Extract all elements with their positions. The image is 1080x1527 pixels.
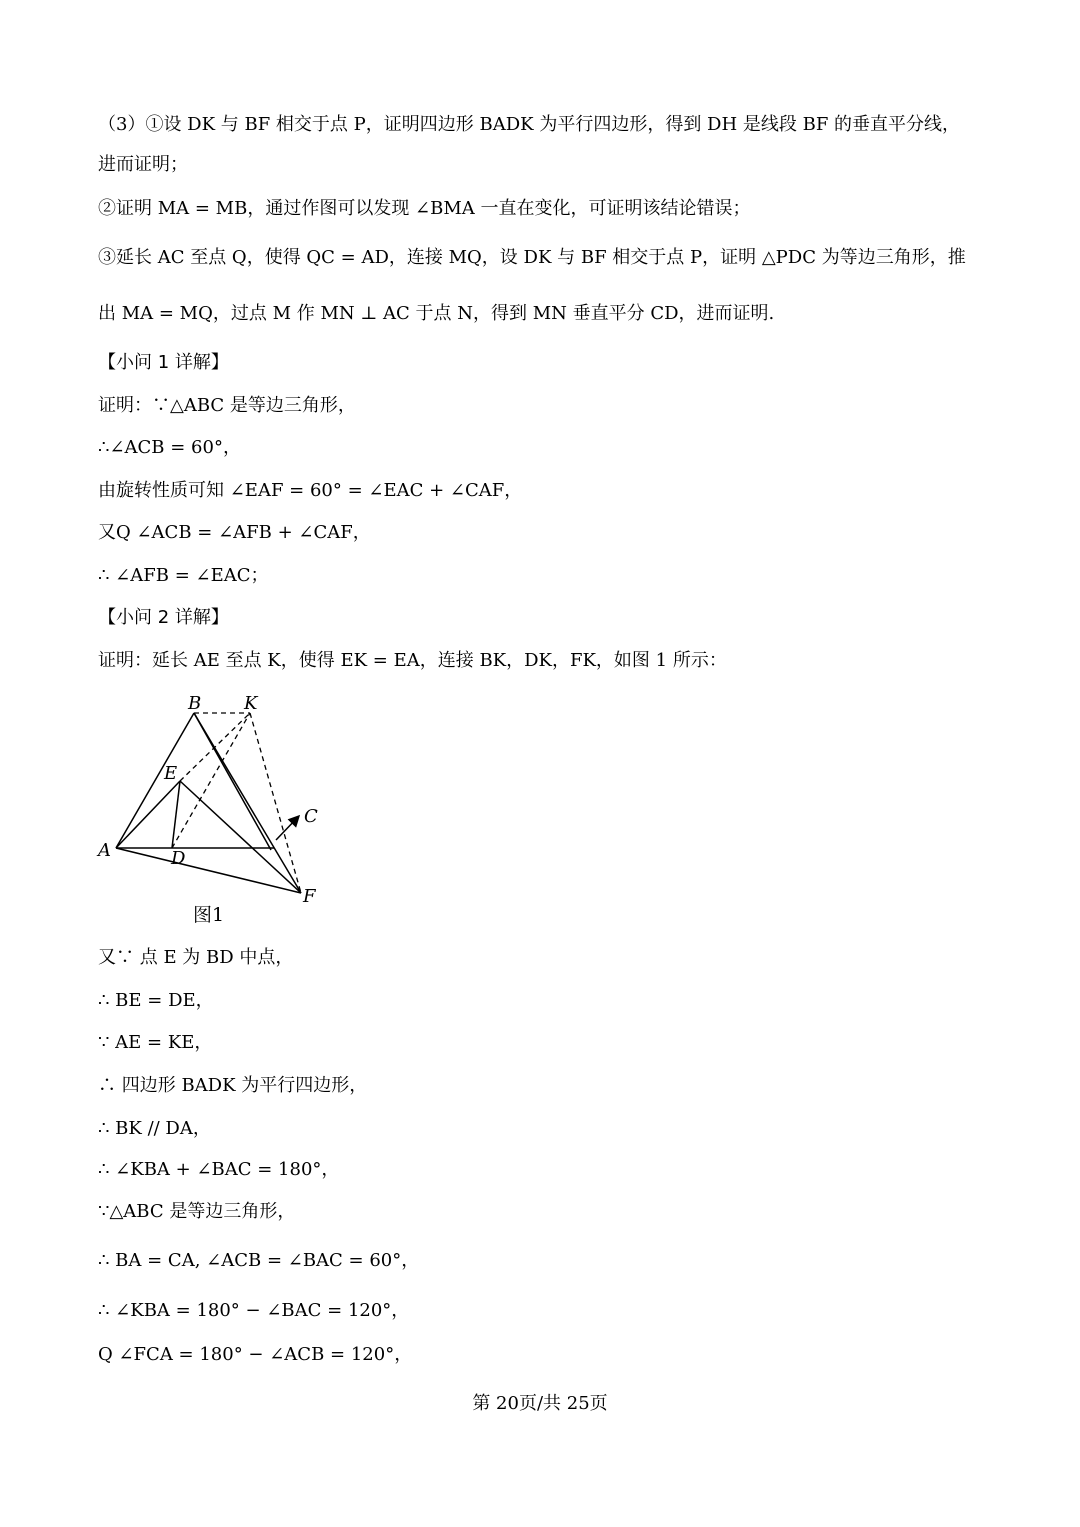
text-line: 出 MA = MQ，过点 M 作 MN ⊥ AC 于点 N，得到 MN 垂直平分 CD，进而证明. [98, 303, 775, 324]
text-line: ∵ AE = KE， [98, 1032, 213, 1053]
figure-caption: 图1 [193, 904, 225, 926]
section-heading: 【小问 1 详解】 [98, 352, 229, 373]
label-B: B [188, 693, 202, 714]
text-line: ∴ 四边形 BADK 为平行四边形， [98, 1075, 368, 1096]
text-line: ∴ BK // DA， [98, 1118, 211, 1139]
text-line: ∴∠ACB = 60°， [98, 437, 241, 458]
page-footer: 第 20页/共 25页 [472, 1393, 608, 1414]
label-C: C [304, 806, 318, 827]
text-line: 由旋转性质可知 ∠EAF = 60° = ∠EAC + ∠CAF， [98, 480, 523, 501]
text-line: 又Q ∠ACB = ∠AFB + ∠CAF， [98, 522, 371, 543]
text-line: ∵△ABC 是等边三角形， [98, 1201, 296, 1222]
label-D: D [171, 848, 186, 869]
text-line: ②证明 MA = MB，通过作图可以发现 ∠BMA 一直在变化，可证明该结论错误； [98, 198, 751, 219]
section-heading: 【小问 2 详解】 [98, 607, 229, 628]
text-line: ∴ ∠AFB = ∠EAC； [98, 565, 269, 586]
geometry-figure [96, 690, 336, 935]
text-line: ∴ ∠KBA + ∠BAC = 180°， [98, 1159, 340, 1180]
text-line: 进而证明； [98, 154, 188, 175]
label-K: K [244, 693, 258, 714]
text-line: Q ∠FCA = 180° − ∠ACB = 120°， [98, 1344, 413, 1365]
text-line: 证明：延长 AE 至点 K，使得 EK = EA，连接 BK，DK，FK，如图 1 所示： [98, 650, 727, 671]
text-line: ∴ ∠KBA = 180° − ∠BAC = 120°， [98, 1300, 410, 1321]
text-line: ∴ BE = DE， [98, 990, 214, 1011]
text-line: 证明：∵△ABC 是等边三角形， [98, 395, 356, 416]
text-line: （3）①设 DK 与 BF 相交于点 P，证明四边形 BADK 为平行四边形，得到 DH 是线段 BF 的垂直平分线， [98, 114, 961, 135]
label-A: A [98, 840, 111, 861]
text-line: ③延长 AC 至点 Q，使得 QC = AD，连接 MQ，设 DK 与 BF 相交于点 P，证明 △PDC 为等边三角形，推 [98, 247, 966, 268]
label-F: F [303, 886, 316, 907]
text-line: ∴ BA = CA, ∠ACB = ∠BAC = 60°， [98, 1250, 420, 1271]
label-E: E [164, 763, 178, 784]
text-line: 又∵ 点 E 为 BD 中点， [98, 947, 294, 968]
